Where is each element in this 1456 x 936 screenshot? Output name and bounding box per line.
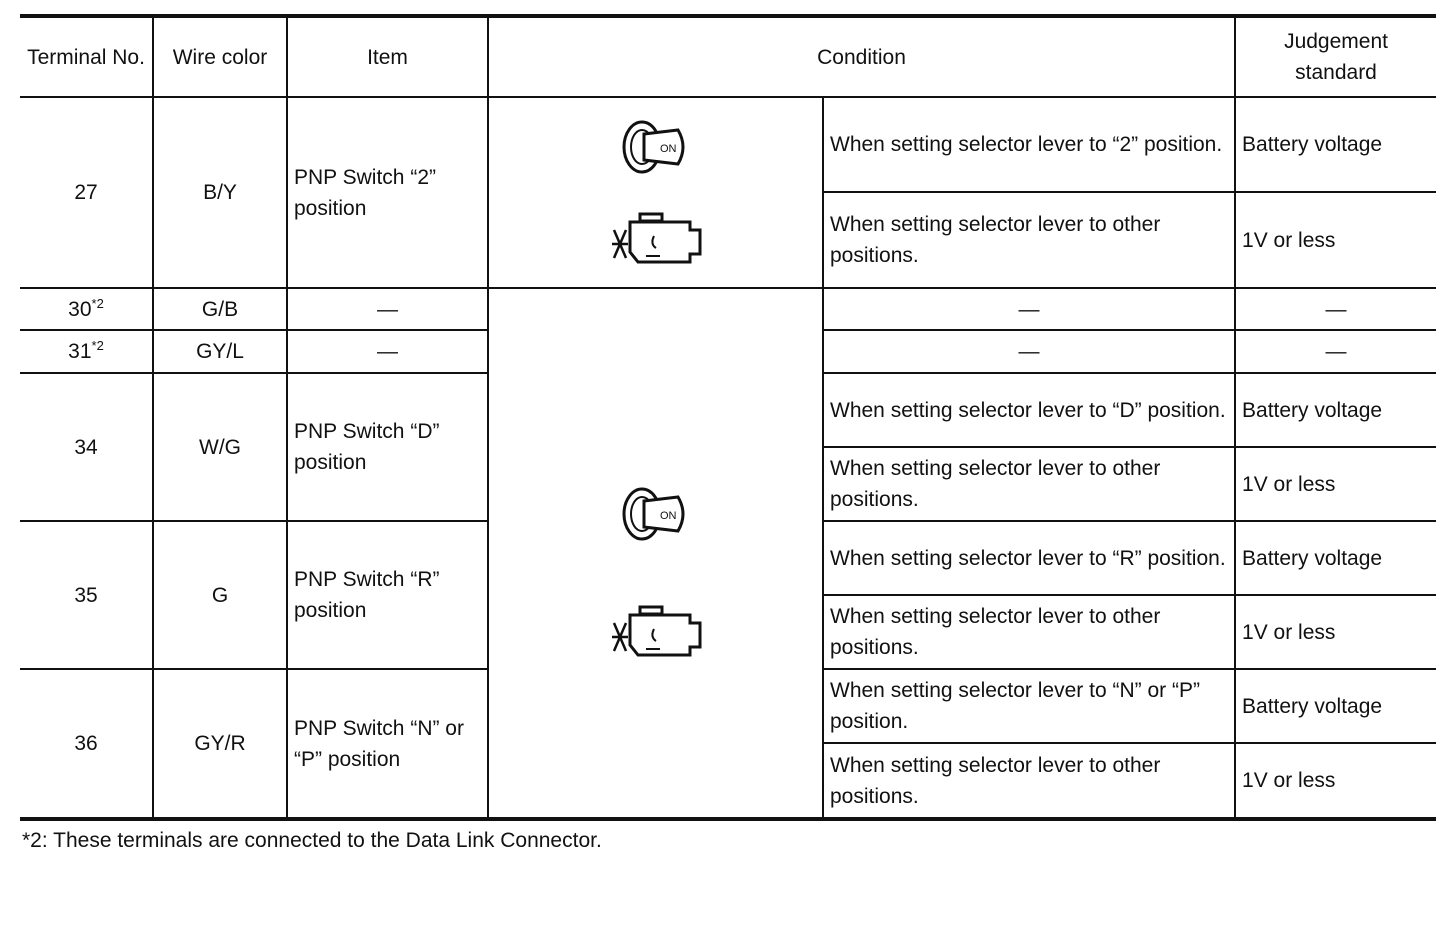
judgement-cell: 1V or less (1235, 743, 1436, 819)
judgement-cell: Battery voltage (1235, 521, 1436, 595)
condition-text-cell: When setting selector lever to “N” or “P” position. (823, 669, 1235, 743)
engine-running-icon (610, 208, 702, 270)
condition-text-cell: When setting selector lever to other positions. (823, 447, 1235, 521)
terminal-table (20, 14, 1436, 821)
engine-running-icon (610, 601, 702, 663)
terminal-cell: 27 (20, 97, 153, 288)
terminal-cell: 31$^{*2}$ (20, 330, 153, 373)
header-condition: Condition (488, 16, 1235, 97)
judgement-cell: Battery voltage (1235, 97, 1436, 192)
judgement-cell: Battery voltage (1235, 373, 1436, 447)
judgement-cell: — (1235, 330, 1436, 373)
footnote-marker: *2 (91, 338, 104, 353)
header-row (20, 16, 1436, 97)
footnote-marker: *2 (91, 295, 104, 311)
terminal-cell: 30$^{*2}$ (20, 288, 153, 330)
condition-icons-cell (488, 97, 823, 288)
svg-text:ON: ON (659, 142, 676, 155)
condition-text-cell: When setting selector lever to other positions. (823, 192, 1235, 288)
judgement-cell: 1V or less (1235, 192, 1436, 288)
wire-color-cell: GY/L (153, 330, 287, 373)
item-cell: PNP Switch “N” or “P” position (287, 669, 488, 819)
item-cell: — (287, 330, 488, 373)
table-row (20, 288, 1436, 330)
footnote: *2: These terminals are connected to the Data Link Connector. (22, 829, 602, 852)
condition-text-cell: When setting selector lever to “2” position. (823, 97, 1235, 192)
ignition-key-on-icon (620, 483, 692, 545)
table-row (20, 97, 1436, 192)
judgement-cell: — (1235, 288, 1436, 330)
terminal-cell: 34 (20, 373, 153, 521)
header-terminal-no: Terminal No. (20, 16, 153, 97)
judgement-cell: 1V or less (1235, 595, 1436, 669)
wire-color-cell: GY/R (153, 669, 287, 819)
condition-text-cell: When setting selector lever to “R” position. (823, 521, 1235, 595)
condition-text-cell: — (823, 288, 1235, 330)
wire-color-cell: G/B (153, 288, 287, 330)
header-item: Item (287, 16, 488, 97)
header-wire-color: Wire color (153, 16, 287, 97)
item-cell: — (287, 288, 488, 330)
condition-text-cell: When setting selector lever to other positions. (823, 595, 1235, 669)
terminal-cell: 36 (20, 669, 153, 819)
item-cell: PNP Switch “2” position (287, 97, 488, 288)
condition-text-cell: When setting selector lever to other positions. (823, 743, 1235, 819)
item-cell: PNP Switch “D” position (287, 373, 488, 521)
svg-text:ON: ON (659, 510, 676, 522)
ignition-key-on-icon (620, 116, 692, 178)
condition-icons-cell (488, 288, 823, 819)
condition-text-cell: When setting selector lever to “D” position. (823, 373, 1235, 447)
condition-text-cell: — (823, 330, 1235, 373)
item-cell: PNP Switch “R” position (287, 521, 488, 669)
judgement-cell: Battery voltage (1235, 669, 1436, 743)
wire-color-cell: W/G (153, 373, 287, 521)
terminal-cell: 35 (20, 521, 153, 669)
judgement-cell: 1V or less (1235, 447, 1436, 521)
header-judgement: Judgement standard (1235, 16, 1436, 97)
wire-color-cell: G (153, 521, 287, 669)
wire-color-cell: B/Y (153, 97, 287, 288)
